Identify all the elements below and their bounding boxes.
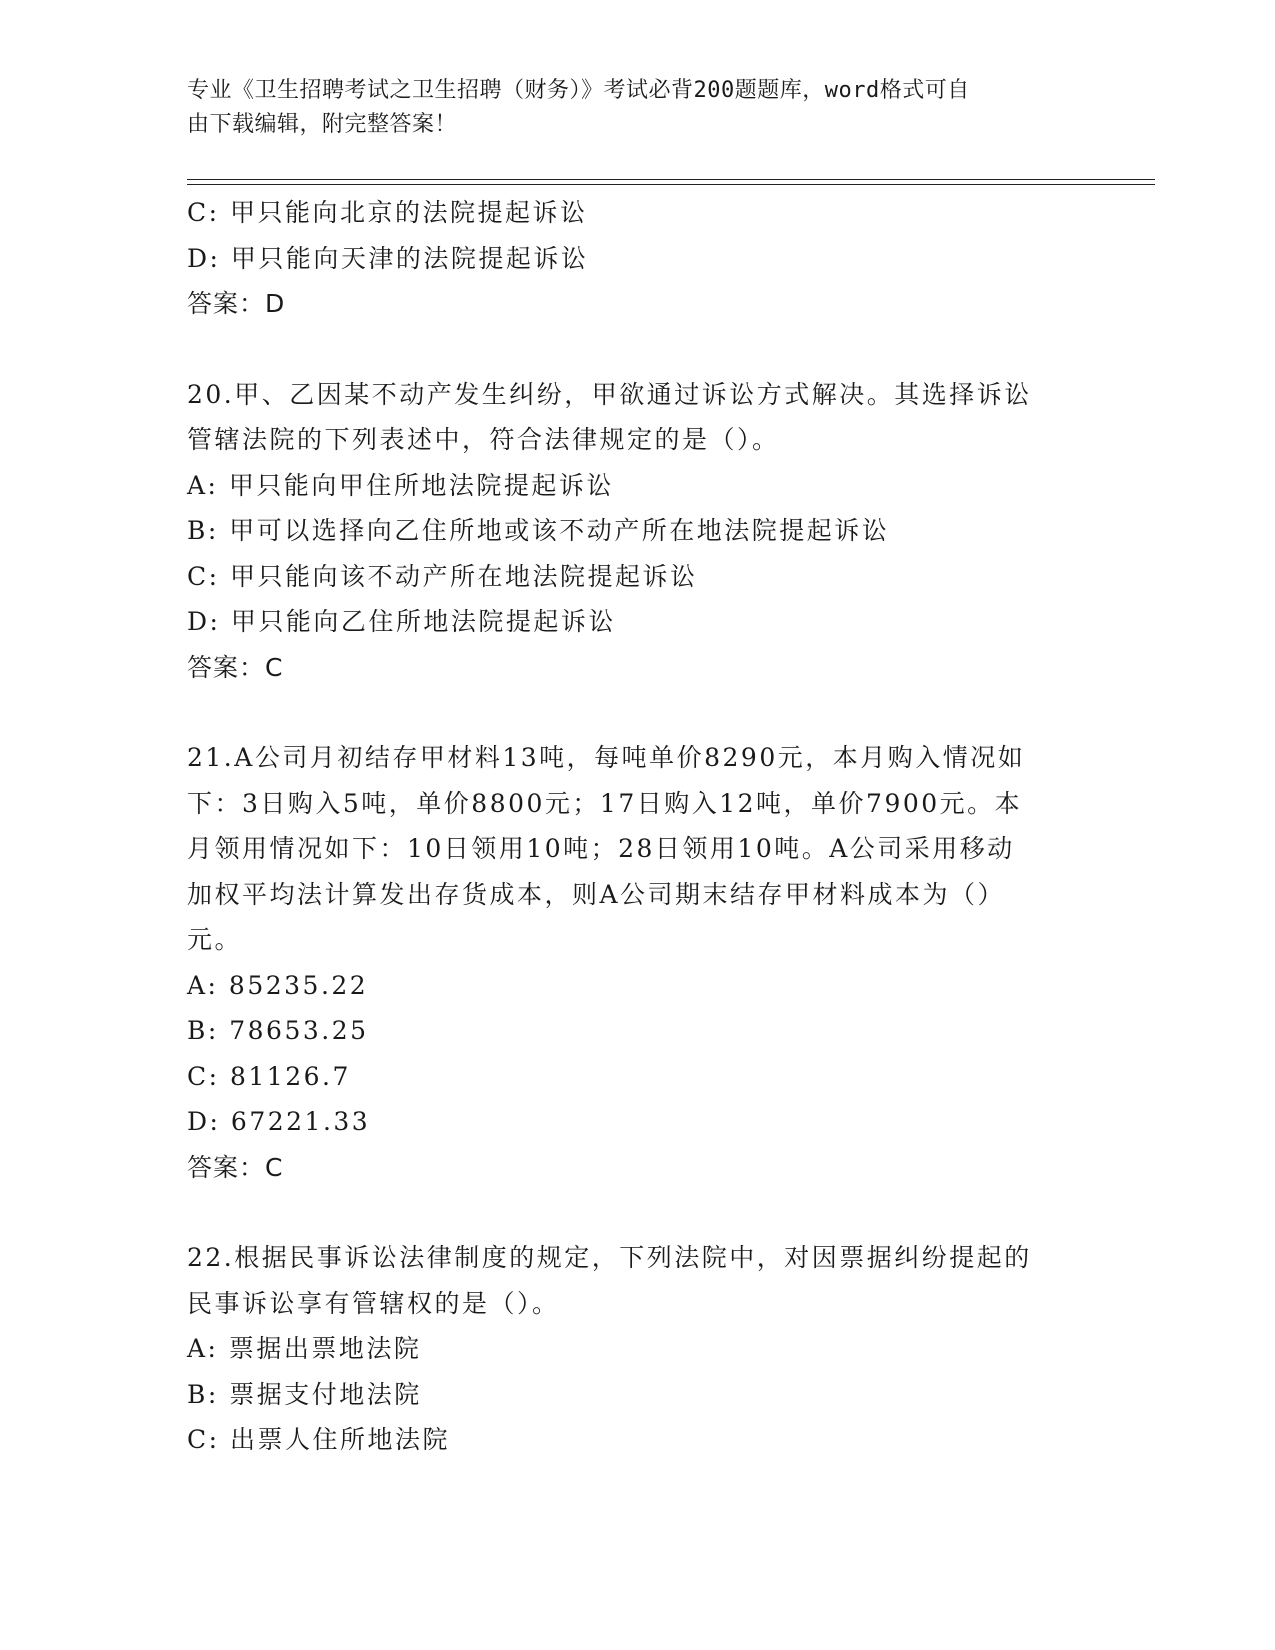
option-b: B: 78653.25: [187, 1016, 369, 1045]
option-d: D: 甲只能向乙住所地法院提起诉讼: [187, 607, 616, 636]
header-line-1: 专业《卫生招聘考试之卫生招聘（财务）》考试必背200题题库，word格式可自: [187, 78, 970, 103]
question-22: [187, 1235, 1087, 1463]
option-c: C: 81126.7: [187, 1061, 351, 1091]
header-line-2: 由下载编辑，附完整答案！: [187, 112, 458, 137]
question-21: [187, 735, 1087, 1190]
spacer: [187, 327, 1087, 372]
header-divider-top: [187, 179, 1155, 180]
option-c: C: 甲只能向该不动产所在地法院提起诉讼: [187, 561, 698, 591]
question-text-line: 加权平均法计算发出存货成本，则A公司期末结存甲材料成本为（）: [187, 879, 1006, 909]
header-divider-bottom: [187, 184, 1155, 185]
question-list: [187, 190, 1087, 1463]
option-d: D: 甲只能向天津的法院提起诉讼: [187, 243, 589, 273]
question-text-line: 20.甲、乙因某不动产发生纠纷，甲欲通过诉讼方式解决。其选择诉讼: [187, 379, 1032, 409]
question-text-line: 民事诉讼享有管辖权的是（）。: [187, 1288, 560, 1318]
question-20: [187, 372, 1087, 691]
question-text-line: 21.A公司月初结存甲材料13吨，每吨单价8290元，本月购入情况如: [187, 743, 1026, 772]
question-text-line: 下：3日购入5吨，单价8800元；17日购入12吨，单价7900元。本: [187, 788, 1023, 818]
option-a: A: 85235.22: [187, 970, 369, 1000]
answer-text: 答案：C: [187, 1152, 284, 1182]
option-a: A: 票据出票地法院: [187, 1334, 422, 1363]
answer-text: 答案：C: [187, 652, 284, 682]
option-b: B: 票据支付地法院: [187, 1379, 422, 1409]
question-text-line: 元。: [187, 925, 243, 954]
option-d: D: 67221.33: [187, 1107, 371, 1136]
question-text-line: 月领用情况如下：10日领用10吨；28日领用10吨。A公司采用移动: [187, 834, 1015, 863]
option-c: C: 甲只能向北京的法院提起诉讼: [187, 198, 588, 227]
question-text-line: 22.根据民事诉讼法律制度的规定，下列法院中，对因票据纠纷提起的: [187, 1243, 1032, 1272]
question-text-line: 管辖法院的下列表述中，符合法律规定的是（）。: [187, 425, 780, 454]
option-a: A: 甲只能向甲住所地法院提起诉讼: [187, 470, 614, 500]
option-c: C: 出票人住所地法院: [187, 1425, 450, 1454]
answer-text: 答案：D: [187, 289, 286, 318]
option-b: B: 甲可以选择向乙住所地或该不动产所在地法院提起诉讼: [187, 516, 890, 545]
spacer: [187, 690, 1087, 735]
question-19: [187, 190, 1087, 327]
spacer: [187, 1190, 1087, 1235]
document-header: [187, 74, 1087, 142]
